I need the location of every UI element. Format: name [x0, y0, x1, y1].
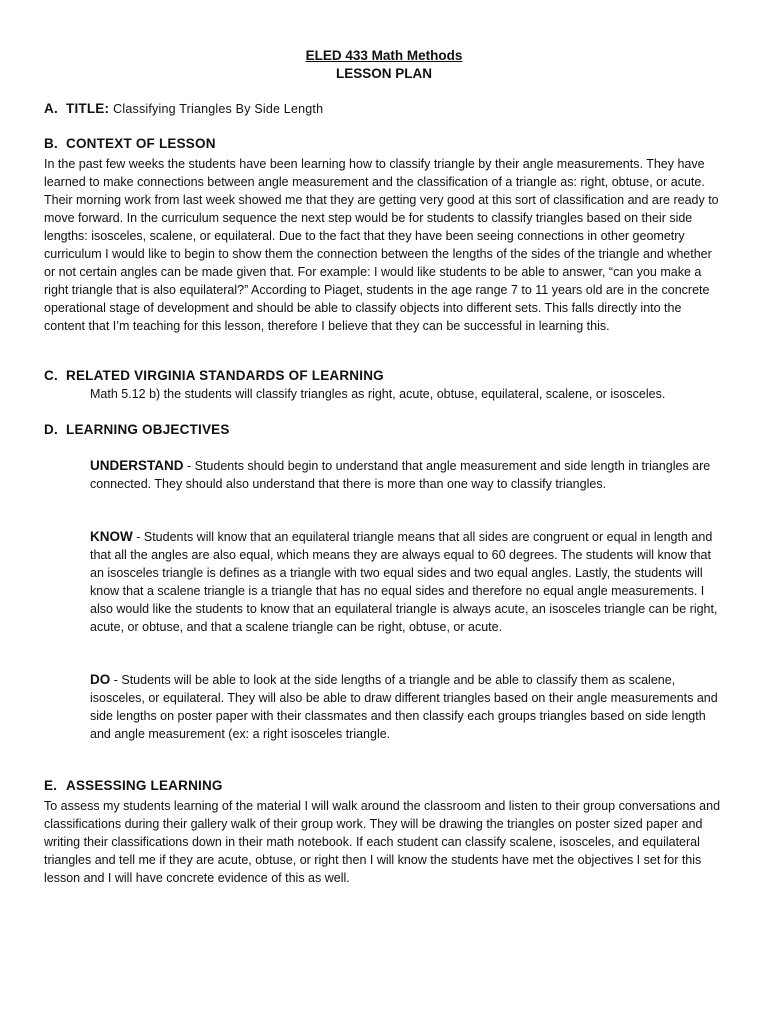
objective-text: - Students will know that an equilateral triangle means that all sides are congruent or equal in length and that all the angles are also equal, which means they are always equal to 60 degrees. The students will know that an isosceles triangle is defines as a triangle with two equal sides and two equal angles. Lastly, the students will know that a scalene triangle is a triangle that has no equal sides and therefore no equal angle measurements. I also would like the students to know that an equilateral triangle is always acute, an isosceles triangle can be right, acute, or obtuse, and that a scalene triangle can be right, obtuse, or acute. — [90, 530, 718, 634]
context-paragraph: In the past few weeks the students have been learning how to classify triangle by their angle measurements. They have learned to make connections between angle measurement and the classification of a triangle as: right, obtuse, or acute. Their morning work from last week showed me that they are getting very good at this sort of classification and are ready to move forward. In the curriculum sequence the next step would be for students to classify triangles based on their side lengths: isosceles, scalene, or equilateral. Due to the fact that they have been seeing connections in other geometry curriculum I would like to begin to show them the connection between the lengths of the sides of the triangle and whether or not certain angles can be made given that. For example: I would like students to be able to answer, “can you make a right triangle that is also equilateral?” According to Piaget, students in the age range 7 to 11 years old are in the concrete operational stage of development and should be able to classify objects into different sets. This falls directly into the content that I’m teaching for this lesson, therefore I believe that they can be successful in learning this. — [44, 157, 719, 333]
section-heading-text: CONTEXT OF LESSON — [66, 136, 216, 151]
section-heading-text: TITLE: — [66, 101, 110, 116]
section-standards-heading — [44, 368, 384, 383]
section-letter: D. — [44, 422, 58, 437]
objective-text: - Students should begin to understand that angle measurement and side length in triangles are connected. They should also understand that there is more than one way to classify triangles. — [90, 459, 711, 491]
objective-keyword: UNDERSTAND — [90, 458, 184, 473]
objective-text: - Students will be able to look at the side lengths of a triangle and be able to classify them as scalene, isosceles, or equilateral. They will also be able to draw different triangles based on their angle measurements and side lengths on poster paper with their classmates and then classify each groups triangles based on side length and angle measurement (ex: a right isosceles triangle. — [90, 673, 718, 741]
section-heading-text: RELATED VIRGINIA STANDARDS OF LEARNING — [66, 368, 384, 383]
assessing-paragraph: To assess my students learning of the material I will walk around the classroom and listen to their group conversations and classifications during their gallery walk of their group work. They will be drawing the triangles on poster sized paper and writing their classifications down in their math notebook. If each student can classify scalene, isosceles, and equilateral triangles and tell me if they are acute, obtuse, or right then I will know the students have met the objectives I set for this lesson and I will have concrete evidence of this as well. — [44, 799, 721, 885]
objective-understand — [90, 457, 726, 493]
objective-keyword: KNOW — [90, 529, 133, 544]
section-objectives-heading — [44, 422, 230, 437]
section-letter: A. — [44, 101, 58, 116]
objective-keyword: DO — [90, 672, 111, 687]
section-letter: E. — [44, 778, 58, 793]
lesson-title: Classifying Triangles By Side Length — [113, 102, 324, 116]
section-context-heading — [44, 136, 216, 151]
section-title-heading — [44, 101, 323, 116]
document-type: LESSON PLAN — [335, 66, 432, 81]
objective-know — [90, 528, 726, 636]
section-heading-text: ASSESSING LEARNING — [66, 778, 223, 793]
course-title: ELED 433 Math Methods — [305, 48, 463, 63]
objective-do — [90, 671, 726, 743]
section-letter: B. — [44, 136, 58, 151]
section-letter: C. — [44, 368, 58, 383]
section-assessing-heading — [44, 778, 223, 793]
section-heading-text: LEARNING OBJECTIVES — [66, 422, 230, 437]
standards-text: Math 5.12 b) the students will classify triangles as right, acute, obtuse, equilateral, scalene, or isosceles. — [90, 387, 666, 401]
